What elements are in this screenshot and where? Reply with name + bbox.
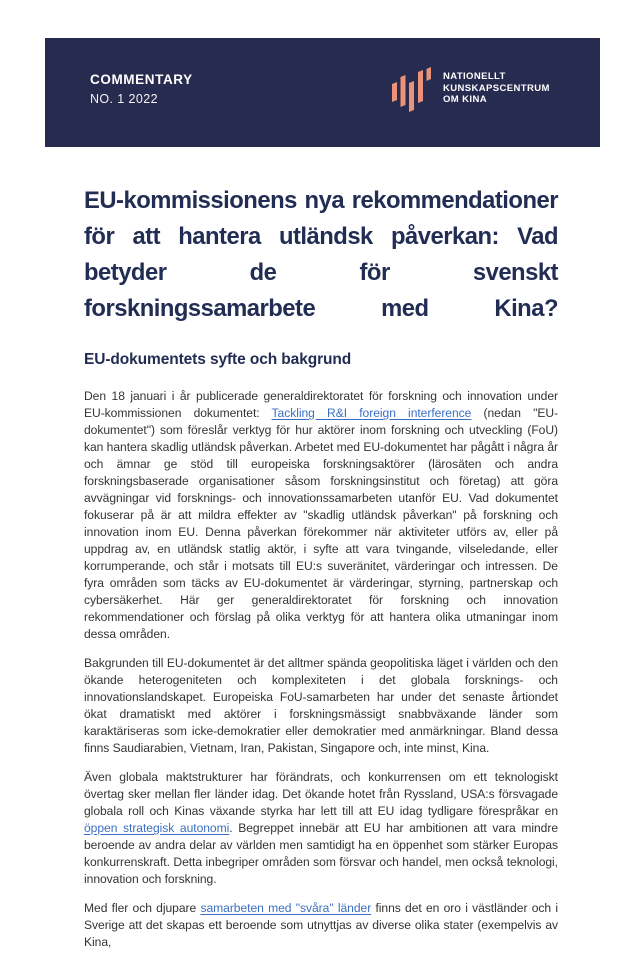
section-heading: EU-dokumentets syfte och bakgrund	[84, 351, 352, 368]
link-tackling-ri-foreign-interference[interactable]: Tackling R&I foreign interference	[271, 406, 472, 420]
text-run: Även globala maktstrukturer har förändrats, och konkurrensen om ett teknologiskt övertag sker mellan fler länder idag. Det ökande hotet från Ryssland, USA:s försvagade globala roll och Kinas växande styrka har lett till att EU idag tydligare förespråkar en	[84, 770, 558, 818]
soundwave-bars-icon	[389, 65, 434, 114]
paragraph-2	[84, 655, 558, 757]
paragraph-4	[84, 900, 558, 951]
text-run: finns det en oro i västländer och i Sverige att det skapas ett beroende som utnyttjas av diverse olika stater (exempelvis av Kina,	[84, 901, 558, 949]
link-samarbeten-med-svara-lander[interactable]: samarbeten med "svåra" länder	[200, 901, 372, 915]
publication-info	[90, 72, 193, 106]
org-name-line: NATIONELLT	[443, 71, 506, 82]
org-name	[443, 71, 550, 106]
header-banner	[45, 38, 600, 147]
org-logo	[389, 62, 550, 114]
org-name-line: KUNSKAPSCENTRUM	[443, 82, 550, 94]
text-run: (nedan "EU-dokumentet") som föreslår verktyg för hur aktörer inom forskning och utveckling (FoU) kan hantera skadlig utländsk påverkan. Arbetet med EU-dokumentet har pågått i några år och ämnar ge stöd till europeiska forskningsaktörer (lärosäten och andra forskningsbaserade organisationer såsom forskningsinstitut och företag) att göra avvägningar vid forsknings- och innovationssamarbeten utanför EU. Vad dokumentet fokuserar på är att mildra effekter av "skadlig utländsk påverkan" på forskning och innovation inom EU. Denna påverkan förekommer när aktiviteter utförs av, eller på uppdrag av, en utländsk statlig aktör, i syfte att vara tvingande, vilseledande, eller korrumperande, och står i motsats till EU:s suveränitet, värderingar och intressen. De fyra områden som täcks av EU-dokumentet är värderingar, styrning, partnerskap och cybersäkerhet. Här ger generaldirektoratet för forskning och innovation rekommendationer och förslag på olika verktyg för att hantera olika utmaningar inom dessa områden.	[84, 406, 558, 641]
text-run: . Begreppet innebär att EU har ambitionen att vara mindre beroende av andra delar av världen men samtidigt ha en öppenhet som stärker Europas konkurrenskraft. Detta inbegriper områden som försvar och handel, men också teknologi, innovation och forskning.	[84, 821, 559, 886]
paragraph-3	[84, 769, 558, 888]
link-oppen-strategisk-autonomi[interactable]: öppen strategisk autonomi	[84, 821, 230, 835]
text-run: Den 18 januari i år publicerade generaldirektoratet för forskning och innovation under EU-kommissionen dokumentet:	[84, 389, 558, 420]
article-title: EU-kommissionens nya rekommendationer för att hantera utländsk påverkan: Vad betyder de för svenskt forskningssamarbete med Kina?	[84, 187, 558, 322]
kicker: COMMENTARY	[90, 72, 193, 87]
text-run: Bakgrunden till EU-dokumentet är det alltmer spända geopolitiska läget i världen och den ökande heterogeniteten och komplexiteten i det globala forsknings- och innovationslandskapet. Europeiska FoU-samarbeten har under det senaste årtiondet ökat dramatiskt med aktörer i forskningsmässigt snabbväxande länder som karaktäriseras som icke-demokratier eller demokratier med anmärkningar. Bland dessa finns Saudiarabien, Vietnam, Iran, Pakistan, Singapore och, inte minst, Kina.	[84, 656, 558, 755]
issue-number: NO. 1 2022	[90, 92, 158, 106]
org-name-line: OM KINA	[443, 94, 487, 105]
text-run: Med fler och djupare	[84, 901, 201, 915]
article-body	[84, 183, 558, 963]
paragraph-1	[84, 388, 558, 643]
